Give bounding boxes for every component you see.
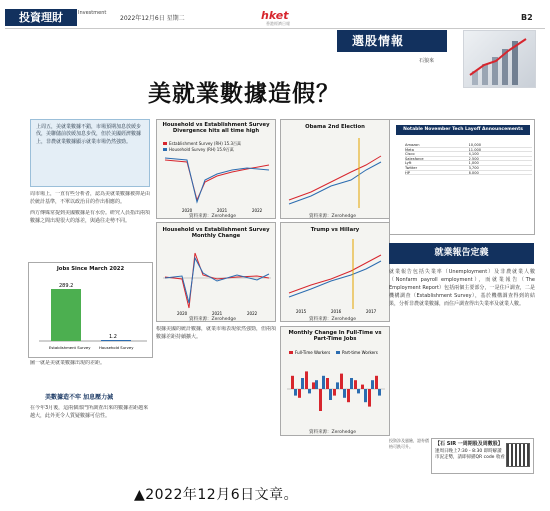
series-household-line — [165, 158, 269, 202]
ft-bar-8-1 — [350, 378, 353, 389]
jobs-bar-1 — [101, 340, 131, 341]
body-left-3: 在今年3月後，這兩個部門所調查出來的數據差距越來越大，此外更令人質疑數據可信性。 — [30, 405, 149, 419]
chart-fulltime-title: Monthly Change In Full-Time vs Part-Time Jobs — [288, 330, 382, 342]
chart-monthly-title: Household vs Establishment Survey Monthly Change — [162, 227, 270, 239]
ft-bar-12-0 — [375, 376, 378, 389]
ft-bar-2-1 — [308, 389, 311, 393]
legend-establishment: Establishment Survey (RH) 15.3百萬 — [169, 141, 242, 146]
x-tick-2022: 2022 — [252, 208, 263, 213]
legend-swatch-household — [163, 148, 167, 151]
layoff-company: Cisco — [405, 152, 415, 156]
ft-bar-0-1 — [294, 389, 297, 396]
ft-bar-2-0 — [305, 371, 308, 389]
ft-bar-5-0 — [326, 378, 329, 389]
series-trump-b — [289, 261, 381, 297]
chart-trump-svg — [281, 223, 390, 322]
left-note: 圖一就是美就業數據出現的差距。 — [30, 360, 106, 366]
x-tick-2017: 2017 — [366, 309, 377, 314]
layoff-count: 4,100 — [468, 152, 479, 156]
x-tick-2016: 2016 — [331, 309, 342, 314]
layoff-row — [405, 171, 532, 176]
chart-monthly-change — [156, 222, 276, 322]
legend-swatch-establishment — [163, 142, 167, 145]
chart-obama — [280, 119, 390, 219]
series-obama-a — [289, 156, 381, 200]
jobs-category-label-1: Household Survey — [99, 345, 134, 350]
layoffs-table — [405, 143, 532, 175]
series-obama-b — [289, 162, 381, 204]
layoff-company: Twitter — [405, 165, 418, 170]
hket-logo — [261, 9, 301, 28]
ft-bar-3-1 — [315, 380, 318, 389]
ft-bar-5-1 — [329, 389, 332, 400]
series-trump-a — [289, 255, 381, 293]
ft-bar-10-1 — [364, 389, 367, 402]
layoff-count: 6,000 — [468, 170, 479, 175]
chart-obama-svg — [281, 120, 390, 219]
qr-code[interactable] — [506, 443, 530, 467]
x-tick-monthly-2022: 2022 — [247, 311, 258, 316]
legend-swatch-parttime — [336, 351, 340, 354]
chart-divergence — [156, 119, 276, 219]
x-tick-monthly-2020: 2020 — [177, 311, 188, 316]
layoff-count: 1,000 — [468, 161, 479, 165]
legend-swatch-fulltime — [289, 351, 293, 354]
right-section-title: 就業報告定義 — [389, 243, 534, 264]
disclaimer: 投資涉及風險，證券價格可跌可升。 — [389, 438, 429, 449]
layoff-count: 10,000 — [468, 143, 482, 147]
chart-fulltime-parttime — [280, 326, 390, 436]
chart-divergence-source: 資料來源：Zerohedge — [189, 214, 236, 219]
layoff-company: HP — [405, 170, 410, 175]
chart-fulltime-svg — [281, 327, 390, 436]
series-monthly-household — [165, 258, 269, 303]
body-middle: 根據美國的統計數據，就業市場表現依然強勁，但兩項數據差距持續擴大。 — [156, 326, 276, 340]
layoff-company: Meta — [405, 147, 414, 152]
column-graphic — [463, 30, 536, 88]
author-name: 石狼來 — [419, 58, 435, 64]
jobs-value-label-0: 289.2 — [59, 283, 74, 289]
jobs-bar-0 — [51, 289, 81, 341]
chart-trump-source: 資料來源：Zerohedge — [309, 317, 356, 322]
ft-bar-4-1 — [322, 376, 325, 389]
ft-bar-6-1 — [336, 382, 339, 389]
lead-box — [30, 119, 150, 187]
chart-obama-source: 資料來源：Zerohedge — [309, 214, 356, 219]
column-banner-text: 選股情報 — [352, 34, 405, 48]
x-tick-monthly-2021: 2021 — [212, 311, 223, 316]
photo-caption: ▲2022年12月6日文章。 — [134, 487, 299, 503]
jobs-value-label-1: 1.2 — [109, 334, 117, 340]
chart-jobs-title: Jobs Since March 2022 — [56, 266, 125, 272]
ft-bar-7-1 — [343, 389, 346, 398]
chart-monthly-svg — [157, 223, 276, 322]
logo-text: hket — [261, 9, 289, 22]
series-establishment-line — [165, 160, 269, 200]
rising-bars-graphic — [464, 31, 536, 88]
subhead-left: 美數據造不牢 加息壓力減 — [45, 394, 114, 401]
x-tick-2015: 2015 — [296, 309, 307, 314]
ft-bar-11-0 — [368, 389, 371, 407]
section-label-en: Investment — [78, 10, 107, 16]
chart-monthly-source: 資料來源：Zerohedge — [189, 317, 236, 322]
ft-bar-9-0 — [354, 380, 357, 389]
x-tick-2021: 2021 — [217, 208, 228, 213]
right-body: 就業報告包括失業率（Unemployment）及非農就業人數（Nonfarm payroll employment），而就業報告（The Employment Report）包括兩個主要部分，一是住戶調查，二是機構調查（Establishment Survey），基於機構調查得到的結果，分析非農就業數據，而住戶調查得出失業率及就業人數。 — [389, 269, 535, 307]
ft-bar-1-0 — [298, 389, 301, 398]
issue-date: 2022年12月6日 星期二 — [120, 15, 185, 22]
headline: 美就業數據造假？ — [148, 80, 340, 107]
ft-bar-7-0 — [340, 374, 343, 389]
chart-divergence-svg — [157, 120, 276, 219]
chart-divergence-title: Household vs Establishment Survey Divergence hits all time high — [162, 122, 270, 134]
ft-bar-9-1 — [357, 389, 360, 393]
legend-fulltime: Full-Time Workers — [295, 350, 331, 355]
promo-title: 【石 SIR 一周期股及周數股】 — [435, 441, 503, 447]
legend-household: Household Survey (RH) 15.9百萬 — [169, 147, 234, 152]
chart-obama-title: Obama 2nd Election — [305, 124, 365, 130]
ft-bar-4-0 — [319, 389, 322, 411]
layoff-company: Lyft — [405, 161, 412, 165]
ft-bar-11-1 — [371, 380, 374, 389]
chart-jobs-svg — [29, 263, 153, 358]
ft-bar-6-0 — [333, 389, 336, 396]
ft-bar-12-1 — [378, 389, 381, 396]
ft-bar-1-1 — [301, 378, 304, 389]
ft-bar-10-0 — [361, 385, 364, 389]
chart-jobs-since-march — [28, 262, 153, 358]
layoff-company: Salesforce — [405, 156, 424, 161]
layoff-company: Amazon — [405, 143, 420, 147]
logo-subtitle: 香港經濟日報 — [266, 21, 290, 26]
chart-fulltime-source: 資料來源：Zerohedge — [309, 430, 356, 435]
layoffs-title: Notable November Tech Layoff Announcements — [396, 125, 530, 135]
page-number: B2 — [521, 13, 533, 22]
body-left: 周市場上，一直有些分析者，認為美就業數據被抑是由於統計基準，不單以政治目的作出相應的。 — [30, 191, 150, 205]
jobs-category-label-0: Establishment Survey — [49, 345, 91, 350]
layoff-count: 3,700 — [468, 165, 479, 170]
legend-parttime: Part-time Workers — [342, 350, 378, 355]
layoff-count: 2,500 — [468, 156, 479, 161]
ft-bar-8-0 — [347, 389, 350, 402]
ft-bar-0-0 — [291, 376, 294, 389]
ft-bar-3-0 — [312, 382, 315, 389]
x-tick-2020: 2020 — [182, 208, 193, 213]
layoff-count: 11,000 — [468, 147, 482, 152]
chart-trump — [280, 222, 390, 322]
promo-text: 逢周日晚上7:30 - 8:30 即時解讀市況走勢，請即掃描QR code 收看 — [435, 448, 505, 461]
lead-text: 上周五，美就業數據不錯，市場預期加息放緩步伐，美聯儲前放緩加息步伐，但於美國經濟數據上，非農就業數據顯示就業市場仍然強勁。 — [36, 124, 142, 145]
chart-tech-layoffs — [389, 119, 535, 235]
section-label: 投資理財 — [5, 9, 77, 26]
body-left-2: 西方傳媒常提到美國數據是有水份。研究人員指出兩項數據之間出現很大的落差，與過往走勢不同。 — [30, 210, 150, 224]
chart-trump-title: Trump vs Hillary — [310, 227, 360, 233]
